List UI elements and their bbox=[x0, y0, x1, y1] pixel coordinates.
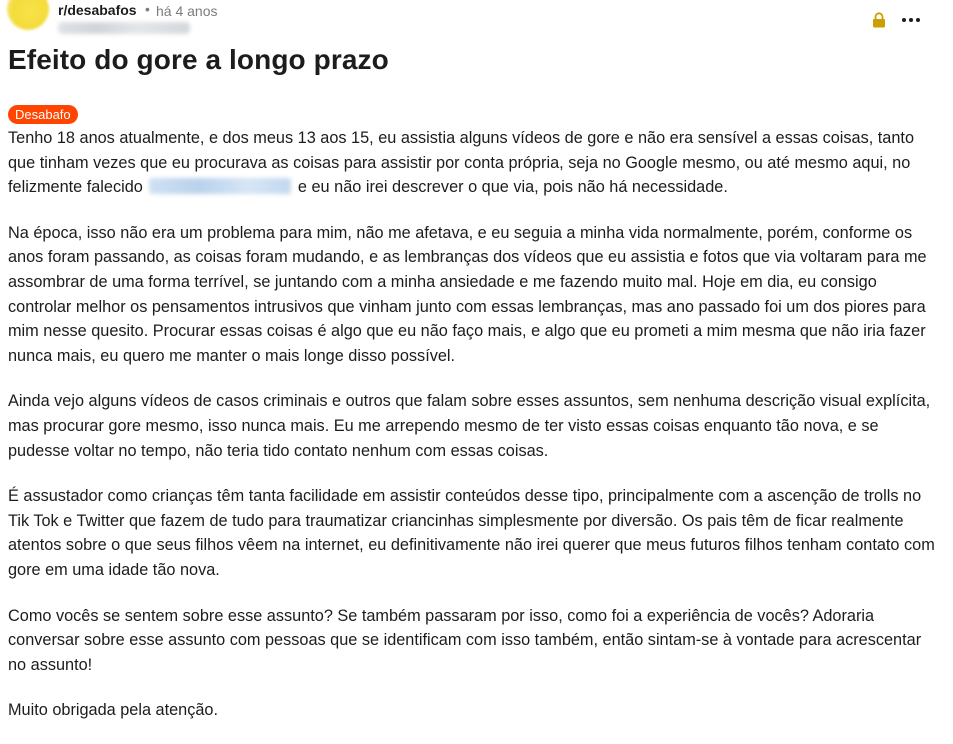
paragraph-1-text: Tenho 18 anos atualmente, e dos meus 13 aos 15, eu assistia alguns vídeos de gore e não era sensível a essas coisas, tanto que tinham vezes que eu procurava as coisas para assistir por conta própria, seja no Google mesmo, ou até mesmo aqui, no felizmente falecido bbox=[8, 129, 914, 197]
paragraph-3: Ainda vejo alguns vídeos de casos criminais e outros que falam sobre esses assuntos, sem nenhuma descrição visual explícita, mas procurar gore mesmo, isso nunca mais. Eu me arrependo mesmo de ter visto essas coisas enquanto tão nova, e se pudesse voltar no tempo, não teria tido contato nenhum com essas coisas. bbox=[8, 392, 931, 460]
paragraph-4: É assustador como crianças têm tanta facilidade em assistir conteúdos desse tipo, principalmente com a ascenção de trolls no Tik Tok e Twitter que fazem de tudo para traumatizar criancinhas simplesmente por diversão. Os pais têm de ficar realmente atentos sobre o que seus filhos vêem na internet, eu definitivamente não irei querer que meus futuros filhos tenham contato com gore em uma idade tão nova. bbox=[8, 487, 935, 579]
post-timestamp: há 4 anos bbox=[156, 3, 218, 19]
paragraph-1 bbox=[8, 126, 938, 200]
lock-icon bbox=[872, 12, 886, 28]
more-options-icon bbox=[902, 18, 906, 22]
post-flair[interactable]: Desabafo bbox=[8, 105, 78, 124]
paragraph-2: Na época, isso não era um problema para mim, não me afetava, e eu seguia a minha vida normalmente, porém, conforme os anos foram passando, as coisas foram mudando, e as lembranças dos vídeos que eu assistia e fotos que via voltaram para me assombrar de uma forma terrível, se juntando com a minha ansiedade e me fazendo muito mal. Hoje em dia, eu consigo controlar melhor os pensamentos intrusivos que vinham junto com essas lembranças, mas ano passado foi um dos piores para mim nesse quesito. Procurar essas coisas é algo que eu não faço mais, e algo que eu prometi a mim mesma que não iria fazer nunca mais, eu quero me manter o mais longe disso possível. bbox=[8, 223, 927, 365]
post-title[interactable]: Efeito do gore a longo prazo bbox=[8, 44, 389, 75]
author-name-redacted bbox=[58, 22, 190, 34]
post-header bbox=[0, 0, 953, 40]
meta-separator: • bbox=[145, 1, 150, 17]
more-options-button[interactable] bbox=[899, 10, 923, 30]
paragraph-6: Muito obrigada pela atenção. bbox=[8, 701, 218, 720]
subreddit-link[interactable]: r/desabafos bbox=[58, 2, 137, 18]
more-options-icon-dot bbox=[916, 18, 920, 22]
paragraph-1-text-end: e eu não irei descrever o que via, pois não há necessidade. bbox=[297, 178, 728, 197]
more-options-icon-dot bbox=[909, 18, 913, 22]
redacted-link[interactable] bbox=[149, 178, 291, 194]
post-body bbox=[8, 126, 938, 744]
subreddit-avatar[interactable] bbox=[7, 0, 49, 30]
paragraph-5: Como vocês se sentem sobre esse assunto? Se também passaram por isso, como foi a experiência de vocês? Adoraria conversar sobre esse assunto com pessoas que se identificam com isso também, então sintam-se à vontade para acrescentar no assunto! bbox=[8, 606, 922, 674]
